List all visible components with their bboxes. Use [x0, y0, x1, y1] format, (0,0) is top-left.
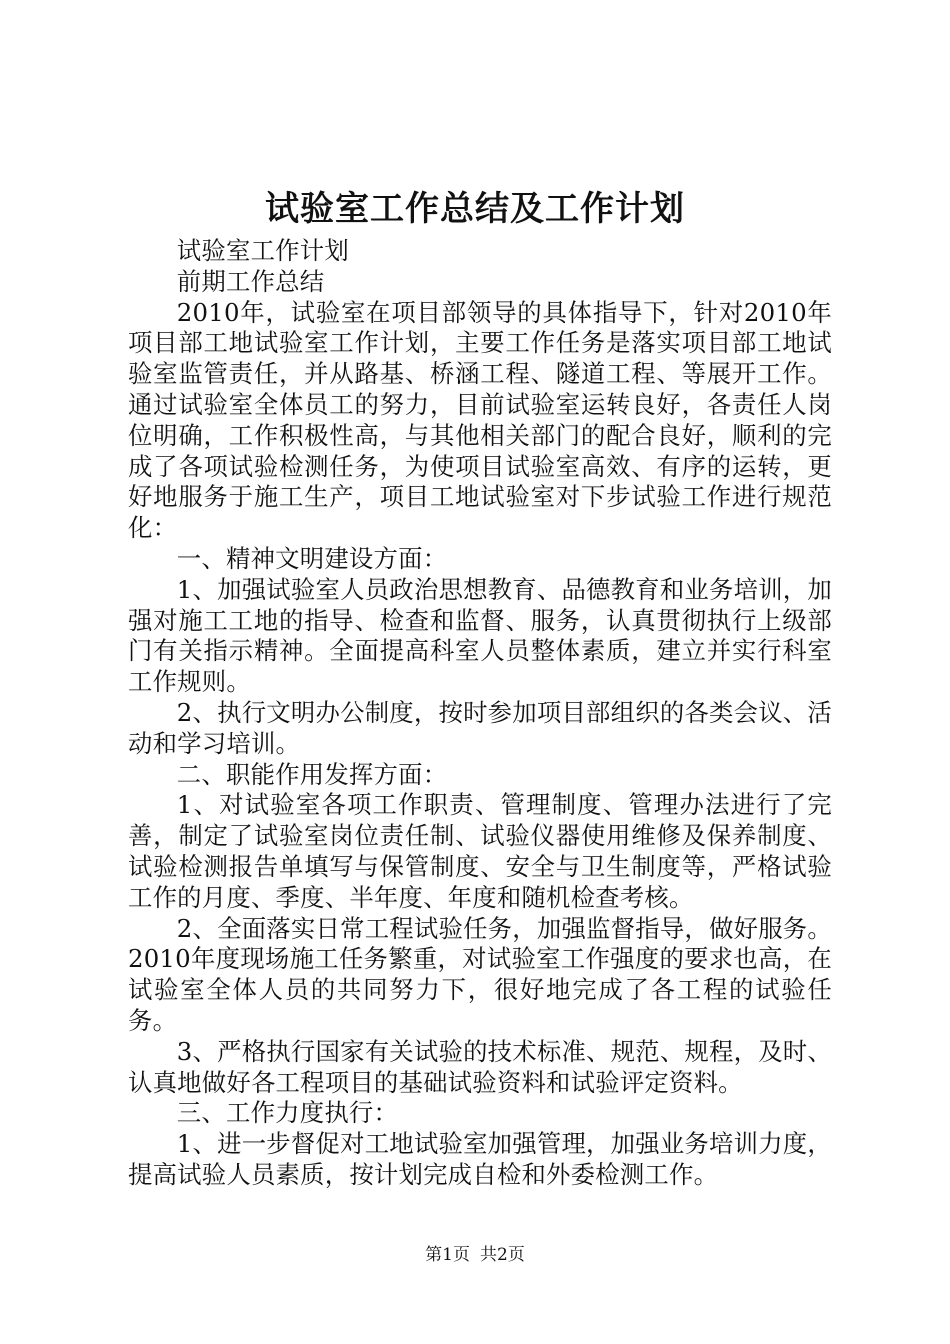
section-heading-2: 二、职能作用发挥方面： — [176, 759, 448, 789]
page-total: 共2页 — [480, 1245, 525, 1265]
paragraph-intro: 2010年，试验室在项目部领导的具体指导下，针对2010年项目部工地试验室工作计划，主要工作任务是落实项目部工地试验室监管责任，并从路基、桥涵工程、隧道工程、等展开工作。通过试验室全体员工的努力，目前试验室运转良好，各责任人岗位明确，工作积极性高，与其他相关部门的配合良好，顺利的完成了各项试验检测任务，为使项目试验室高效、有序的运转，更好地服务于施工生产，项目工地试验室对下步试验工作进行规范化： — [128, 297, 832, 543]
document-body — [128, 236, 832, 1191]
paragraph-1-2: 2、执行文明办公制度，按时参加项目部组织的各类会议、活动和学习培训。 — [128, 697, 832, 758]
page-footer — [0, 1244, 950, 1266]
section-heading-3: 三、工作力度执行： — [176, 1098, 399, 1128]
paragraph-summary-heading: 前期工作总结 — [176, 266, 325, 296]
paragraph-3-1: 1、进一步督促对工地试验室加强管理，加强业务培训力度，提高试验人员素质，按计划完成自检和外委检测工作。 — [128, 1129, 832, 1189]
paragraph-2-2: 2、全面落实日常工程试验任务，加强监督指导，做好服务。2010年度现场施工任务繁重，对试验室工作强度的要求也高，在试验室全体人员的共同努力下，很好地完成了各工程的试验任务。 — [128, 913, 832, 1035]
page-number: 第1页 — [425, 1245, 470, 1265]
paragraph-2-3: 3、严格执行国家有关试验的技术标准、规范、规程，及时、认真地做好各工程项目的基础试验资料和试验评定资料。 — [128, 1036, 832, 1097]
document-title: 试验室工作总结及工作计划 — [265, 189, 685, 229]
paragraph-1-1: 1、加强试验室人员政治思想教育、品德教育和业务培训，加强对施工工地的指导、检查和监督、服务，认真贯彻执行上级部门有关指示精神。全面提高科室人员整体素质，建立并实行科室工作规则。 — [128, 574, 832, 697]
paragraph-plan-heading: 试验室工作计划 — [176, 236, 349, 265]
paragraph-2-1: 1、对试验室各项工作职责、管理制度、管理办法进行了完善，制定了试验室岗位责任制、试验仪器使用维修及保养制度、试验检测报告单填写与保管制度、安全与卫生制度等，严格试验工作的月度、季度、半年度、年度和随机检查考核。 — [128, 790, 832, 912]
section-heading-1: 一、精神文明建设方面： — [176, 543, 448, 573]
